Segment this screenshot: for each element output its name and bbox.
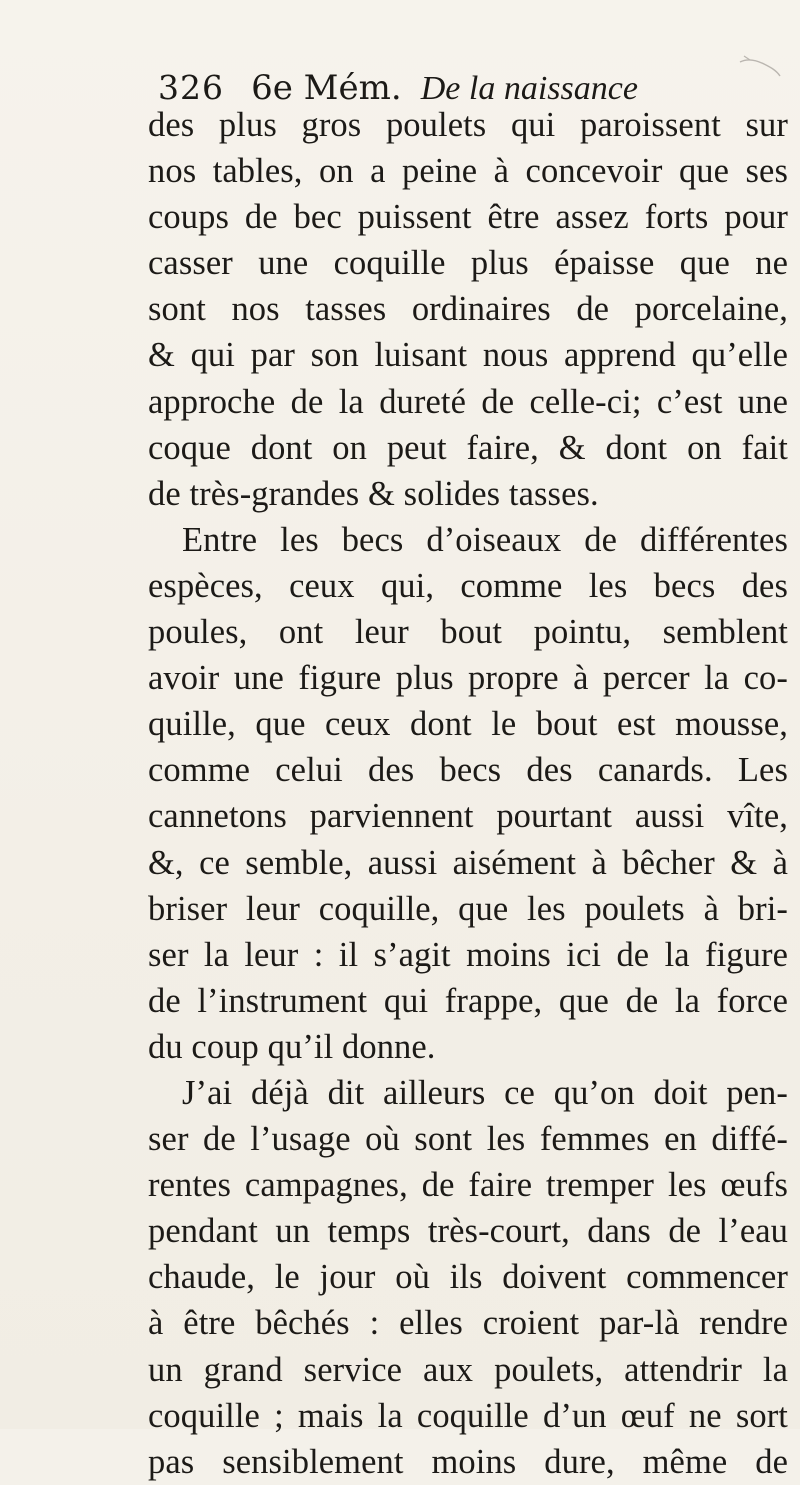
- text-line: nos tables, on a peine à concevoir que ses: [148, 152, 788, 191]
- text-line: J’ai déjà dit ailleurs ce qu’on doit pen-: [182, 1073, 788, 1112]
- memoir-label: 6e Mém.: [251, 68, 402, 108]
- text-line: chaude, le jour où ils doivent commencer: [148, 1258, 788, 1297]
- text-line: &, ce semble, aussi aisément à bêcher & à: [148, 843, 788, 882]
- text-line: avoir une figure plus propre à percer la co-: [148, 659, 788, 698]
- text-line: briser leur coquille, que les poulets à bri-: [148, 889, 788, 928]
- text-line: pendant un temps très-court, dans de l’eau: [148, 1212, 788, 1251]
- page-number: 326: [158, 68, 224, 107]
- text-line: rentes campagnes, de faire tremper les œufs: [148, 1166, 788, 1205]
- text-line: coups de bec puissent être assez forts pour: [148, 198, 788, 237]
- text-line: approche de la dureté de celle-ci; c’est une: [148, 382, 788, 421]
- text-line: quille, que ceux dont le bout est mousse,: [148, 705, 788, 744]
- text-line: ser de l’usage où sont les femmes en diffé-: [148, 1120, 788, 1159]
- text-line: & qui par son luisant nous apprend qu’elle: [148, 336, 788, 375]
- text-line: du coup qu’il donne.: [148, 1027, 436, 1066]
- text-line: cannetons parviennent pourtant aussi vîte,: [148, 797, 788, 836]
- text-line: de très-grandes & solides tasses.: [148, 474, 599, 513]
- text-line: espèces, ceux qui, comme les becs des: [148, 566, 788, 605]
- text-line: poules, ont leur bout pointu, semblent: [148, 613, 788, 652]
- text-line: coquille ; mais la coquille d’un œuf ne sort: [148, 1396, 788, 1435]
- text-line: coque dont on peut faire, & dont on fait: [148, 428, 788, 467]
- text-line: un grand service aux poulets, attendrir la: [148, 1350, 788, 1389]
- text-line: comme celui des becs des canards. Les: [148, 751, 788, 790]
- text-line: sont nos tasses ordinaires de porcelaine,: [148, 290, 788, 329]
- text-line: des plus gros poulets qui paroissent sur: [148, 106, 788, 144]
- text-line: casser une coquille plus épaisse que ne: [148, 244, 788, 283]
- running-title: De la naissance: [420, 70, 638, 107]
- text-line: Entre les becs d’oiseaux de différentes: [182, 520, 788, 559]
- text-line: à être bêchés : elles croient par-là rendre: [148, 1304, 788, 1343]
- text-line: de l’instrument qui frappe, que de la force: [148, 981, 788, 1020]
- body-text: [148, 102, 788, 1485]
- text-line: pas sensiblement moins dure, même de: [148, 1442, 788, 1481]
- text-line: ser la leur : il s’agit moins ici de la figure: [148, 935, 788, 974]
